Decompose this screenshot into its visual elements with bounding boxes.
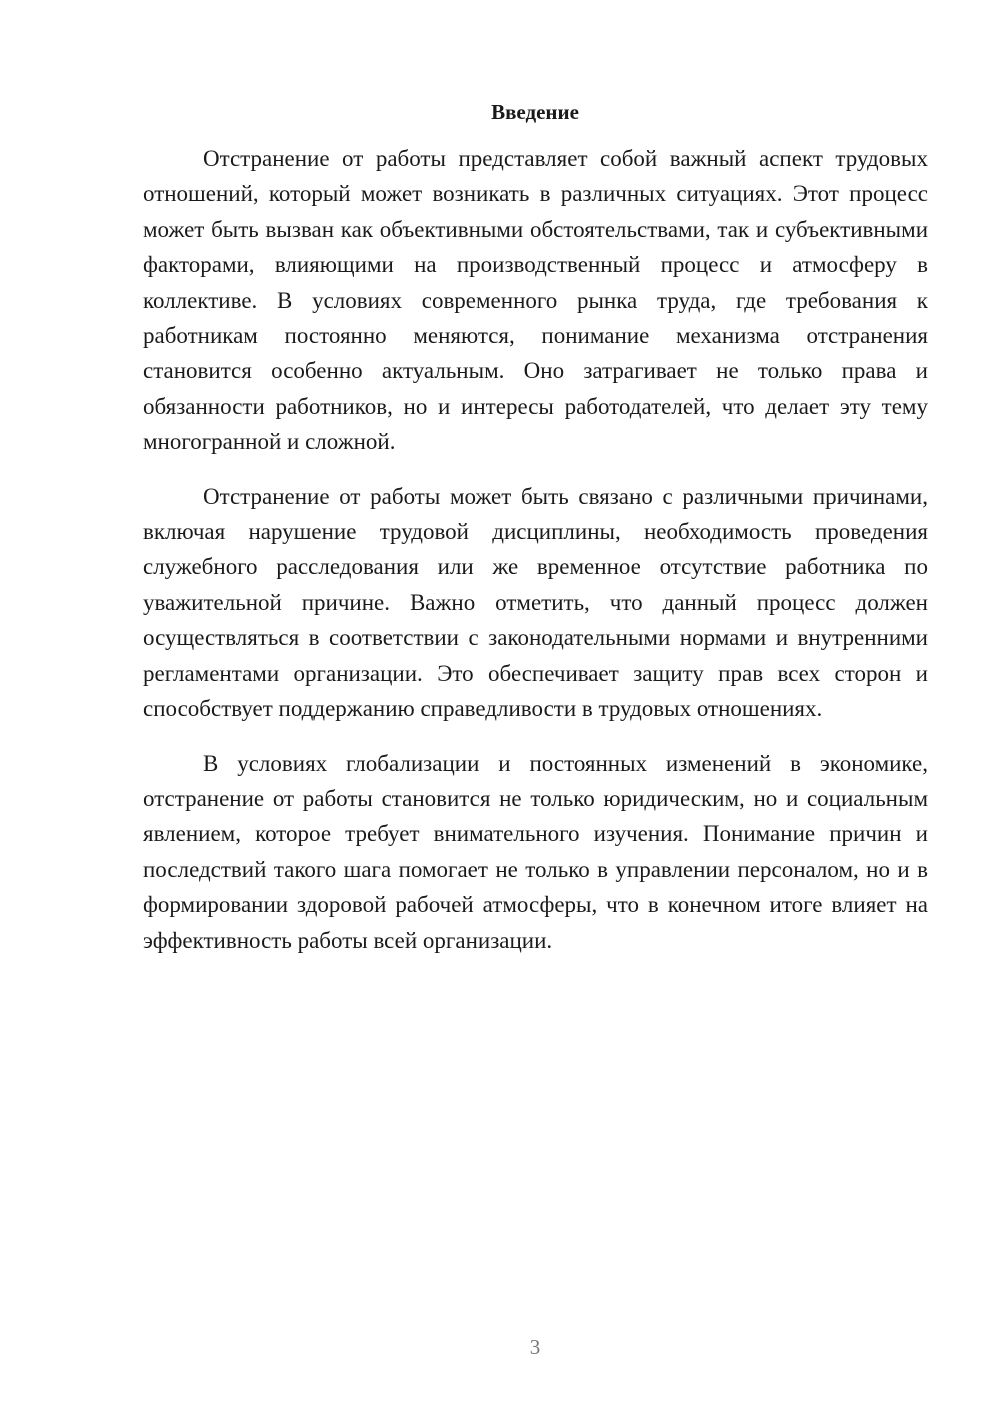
paragraph-3: В условиях глобализации и постоянных изменений в экономике, отстранение от работы становится не только юридическим, но и социальным явлением, которое требует внимательного изучения. Понимание причин и последствий такого шага помогает не только в управлении персоналом, но и в формировании здоровой рабочей атмосферы, что в конечном итоге влияет на эффективность работы всей организации. [143,750,928,953]
document-body [143,141,928,977]
page-title: Введение [491,100,579,124]
paragraph-1: Отстранение от работы представляет собой важный аспект трудовых отношений, который может возникать в различных ситуациях. Этот процесс может быть вызван как объективными обстоятельствами, так и субъективными факторами, влияющими на производственный процесс и атмосферу в коллективе. В условиях современного рынка труда, где требования к работникам постоянно меняются, понимание механизма отстранения становится особенно актуальным. Оно затрагивает не только права и обязанности работников, но и интересы работодателей, что делает эту тему многогранной и сложной. [143,146,928,455]
page-number: 3 [529,1335,541,1359]
paragraph-2: Отстранение от работы может быть связано с различными причинами, включая нарушение трудовой дисциплины, необходимость проведения служебного расследования или же временное отсутствие работника по уважительной причине. Важно отметить, что данный процесс должен осуществляться в соответствии с законодательными нормами и внутренними регламентами организации. Это обеспечивает защиту прав всех сторон и способствует поддержанию справедливости в трудовых отношениях. [143,483,928,722]
